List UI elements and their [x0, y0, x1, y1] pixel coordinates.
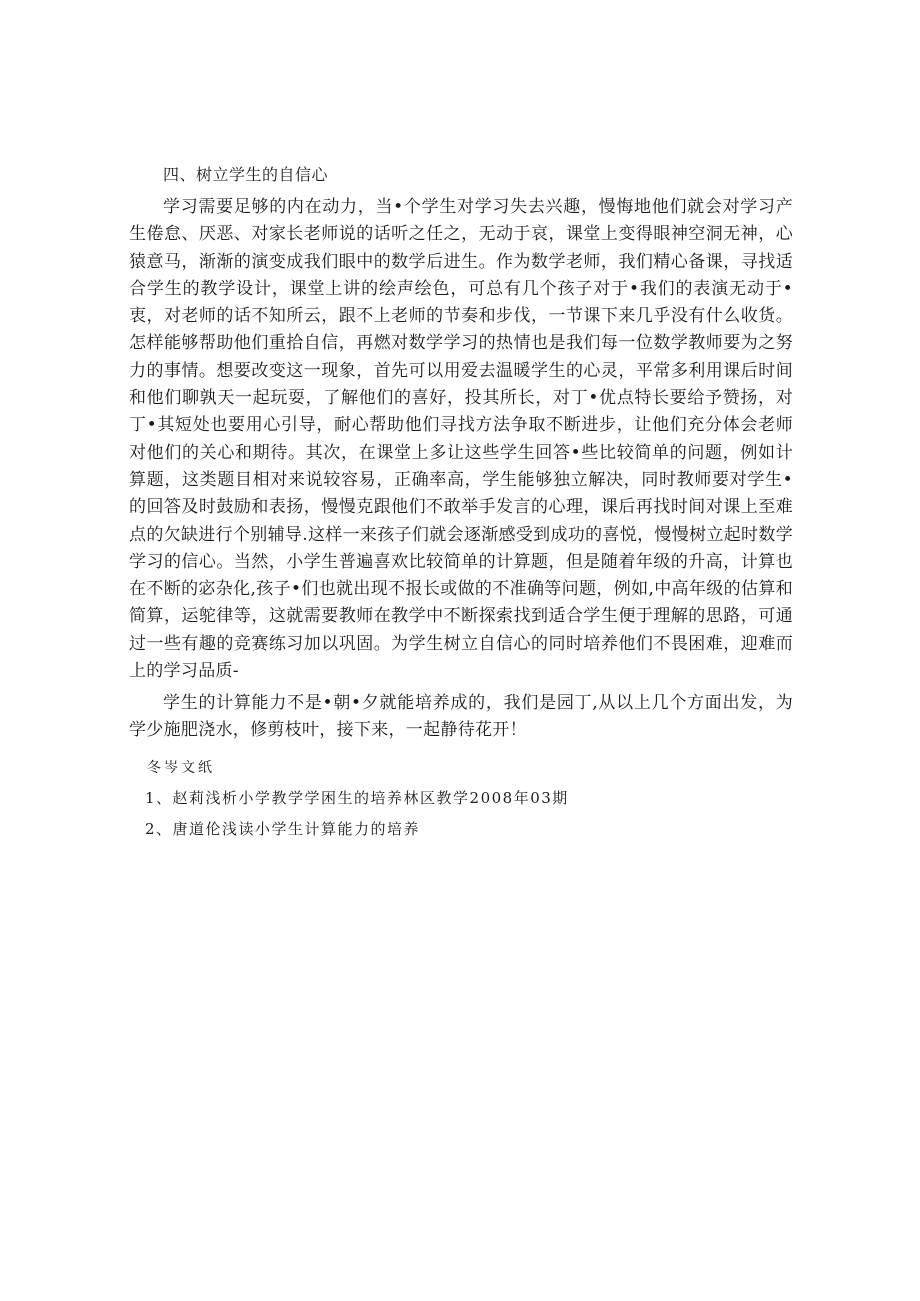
body-paragraph-2: 学生的计算能力不是•朝•夕就能培养成的，我们是园丁,从以上几个方面出发，为学少施肥浇水，修剪枝叶，接下来，一起静待花开！: [129, 693, 793, 741]
references-title: 冬岑文纸: [147, 760, 215, 776]
body-paragraph-1: 学习需要足够的内在动力，当•个学生对学习失去兴趣，慢悔地他们就会对学习产生倦怠、厌恶、对家长老师说的话听之任之，无动于哀，课堂上变得眼神空洞无神，心猿意马，渐渐的演变成我们眼中的数学后进生。作为数学老师，我们精心备课，寻找适合学生的教学设计，课堂上讲的绘声绘色，可总有几个孩子对于•我们的表演无动于•衷，对老师的话不知所云，跟不上老师的节奏和步伐，一节课下来几乎没有什么收货。怎样能够帮助他们重拾自信，再燃对数学学习的热情也是我们每一位数学教师要为之努力的事情。想要改变这一现象，首先可以用爱去温暖学生的心灵，平常多利用课后时间和他们聊孰天一起玩耍，了解他们的喜好，投其所长，对丁•优点特长要给予赞扬，对丁•其短处也要用心引导，耐心帮助他们寻找方法争取不断进步，让他们充分体会老师对他们的关心和期待。其次，在课堂上多让这些学生回答•些比较简单的问题，例如计算题，这类题目相对来说较容易，正确率高，学生能够独立解决，同时教师要对学生•的回答及时鼓励和表扬，慢慢克跟他们不敢举手发言的心理，课后再找时间对课上至难点的欠缺进行个别辅导.这样一来孩子们就会逐渐感受到成功的喜悦，慢慢树立起时数学学习的信心。当然，小学生普遍喜欢比较简单的计算题，但是随着年级的升高，计算也在不断的宓杂化,孩子•们也就出现不报长或做的不准确等问题，例如,中高年级的估算和简算，运鸵律等，这就需要教师在教学中不断探索找到适合学生便于理解的思路，可通过一些有趣的竞赛练习加以巩固。为学生树立自信心的同时培养他们不畏困难，迎难而上的学习品质-: [129, 197, 793, 682]
reference-item-2: 2、唐道伦浅读小学生计算能力的培养: [145, 820, 421, 838]
section-heading: 四、树立学生的自信心: [163, 165, 329, 184]
reference-item-1: 1、赵莉浅析小学教学学困生的培养林区教学2008年03期: [145, 789, 569, 807]
